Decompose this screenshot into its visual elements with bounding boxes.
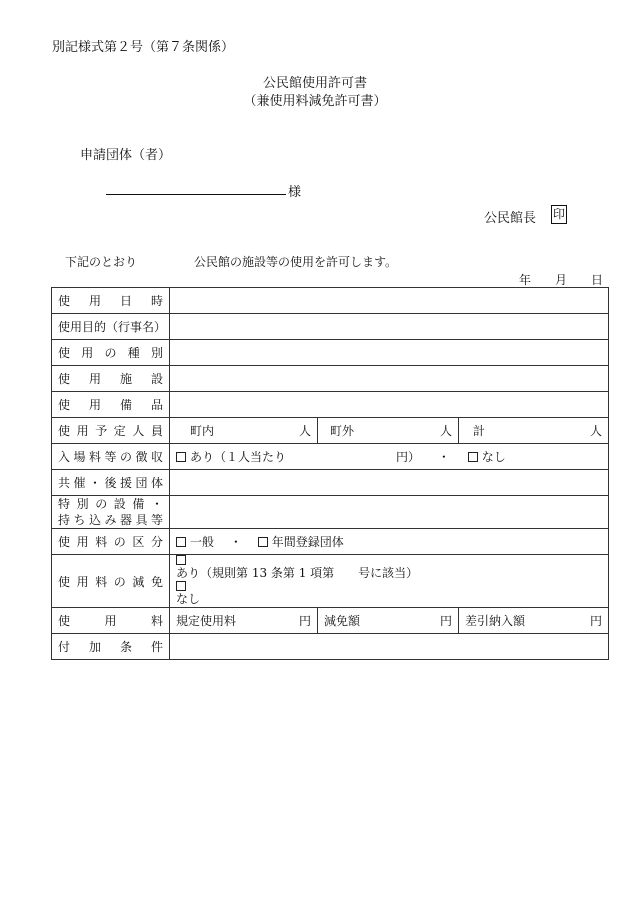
row-label-admission: 入場料等の徴収 xyxy=(52,444,170,470)
row-label-category: 使用の種別 xyxy=(52,340,170,366)
special-value[interactable] xyxy=(170,496,609,529)
facility-value[interactable] xyxy=(170,366,609,392)
out-town-label: 町外 xyxy=(330,424,355,438)
seal-box: 印 xyxy=(551,205,567,224)
total-cell[interactable] xyxy=(459,418,609,444)
table-row xyxy=(52,418,609,444)
exemption-yes-label: あり（規則第 13 条第 1 項第 号に該当） xyxy=(176,566,419,580)
row-label-planned: 使用予定人員 xyxy=(52,418,170,444)
applicant-label: 申請団体（者） xyxy=(80,148,172,163)
table-row xyxy=(52,529,609,555)
row-label-purpose: 使用目的（行事名） xyxy=(52,314,170,340)
table-row xyxy=(52,340,609,366)
sponsor-value[interactable] xyxy=(170,470,609,496)
row-label-datetime: 使用日時 xyxy=(52,288,170,314)
table-row xyxy=(52,470,609,496)
reduction-cell[interactable] xyxy=(318,608,459,634)
annual-checkbox[interactable] xyxy=(258,537,268,547)
table-row xyxy=(52,634,609,660)
statement-prefix: 下記のとおり xyxy=(65,255,138,269)
total-label: 計 xyxy=(473,424,486,438)
fee-class-value[interactable] xyxy=(170,529,609,555)
standard-fee-unit: 円 xyxy=(298,614,311,628)
admission-yes-label: あり（１人当たり xyxy=(190,450,287,464)
exemption-no-label: なし xyxy=(176,592,201,606)
annual-label: 年間登録団体 xyxy=(271,535,344,549)
row-label-facility: 使用施設 xyxy=(52,366,170,392)
standard-fee-label: 規定使用料 xyxy=(176,614,237,628)
honorific-sama: 様 xyxy=(288,185,302,200)
category-value[interactable] xyxy=(170,340,609,366)
table-row xyxy=(52,288,609,314)
admission-value[interactable] xyxy=(170,444,609,470)
statement-text: 公民館の施設等の使用を許可します。 xyxy=(194,255,398,269)
purpose-value[interactable] xyxy=(170,314,609,340)
row-label-conditions: 付加条件 xyxy=(52,634,170,660)
net-fee-unit: 円 xyxy=(590,614,603,628)
admission-no-label: なし xyxy=(481,450,506,464)
admission-no-checkbox[interactable] xyxy=(468,452,478,462)
exemption-no-checkbox[interactable] xyxy=(176,581,186,591)
reduction-label: 減免額 xyxy=(324,614,361,628)
admission-yes-checkbox[interactable] xyxy=(176,452,186,462)
net-fee-cell[interactable] xyxy=(459,608,609,634)
in-town-cell[interactable] xyxy=(170,418,318,444)
admission-separator: ・ xyxy=(437,450,450,464)
row-label-fee-class: 使用料の区分 xyxy=(52,529,170,555)
table-row xyxy=(52,314,609,340)
table-row xyxy=(52,555,609,608)
row-label-equipment: 使用備品 xyxy=(52,392,170,418)
reduction-unit: 円 xyxy=(439,614,452,628)
exemption-value[interactable] xyxy=(170,555,609,608)
row-label-fees: 使用料 xyxy=(52,608,170,634)
document-title: 公民館使用許可書 xyxy=(262,76,367,91)
date-year: 年 xyxy=(519,273,532,287)
in-town-unit: 人 xyxy=(298,424,311,438)
table-row xyxy=(52,444,609,470)
conditions-value[interactable] xyxy=(170,634,609,660)
fee-class-separator: ・ xyxy=(229,535,242,549)
table-row xyxy=(52,392,609,418)
row-label-special: 特別の設備・ 持ち込み器具等 xyxy=(52,496,170,529)
permit-table xyxy=(51,287,609,660)
document-subtitle: （兼使用料減免許可書） xyxy=(243,94,387,109)
date-month: 月 xyxy=(555,273,568,287)
admission-yen-label: 円） xyxy=(396,450,421,464)
table-row xyxy=(52,496,609,529)
issuer-title: 公民館長 xyxy=(484,211,537,226)
exemption-yes-checkbox[interactable] xyxy=(176,555,186,565)
datetime-value[interactable] xyxy=(170,288,609,314)
addressee-line xyxy=(106,194,286,195)
form-number: 別記様式第２号（第７条関係） xyxy=(52,40,235,55)
out-town-cell[interactable] xyxy=(318,418,459,444)
row-label-sponsor: 共催・後援団体 xyxy=(52,470,170,496)
equipment-value[interactable] xyxy=(170,392,609,418)
date-day: 日 xyxy=(591,273,604,287)
general-label: 一般 xyxy=(190,535,215,549)
table-row xyxy=(52,366,609,392)
standard-fee-cell[interactable] xyxy=(170,608,318,634)
out-town-unit: 人 xyxy=(439,424,452,438)
net-fee-label: 差引納入額 xyxy=(465,614,526,628)
total-unit: 人 xyxy=(590,424,603,438)
in-town-label: 町内 xyxy=(190,424,215,438)
row-label-exemption: 使用料の減免 xyxy=(52,555,170,608)
general-checkbox[interactable] xyxy=(176,537,186,547)
table-row xyxy=(52,608,609,634)
